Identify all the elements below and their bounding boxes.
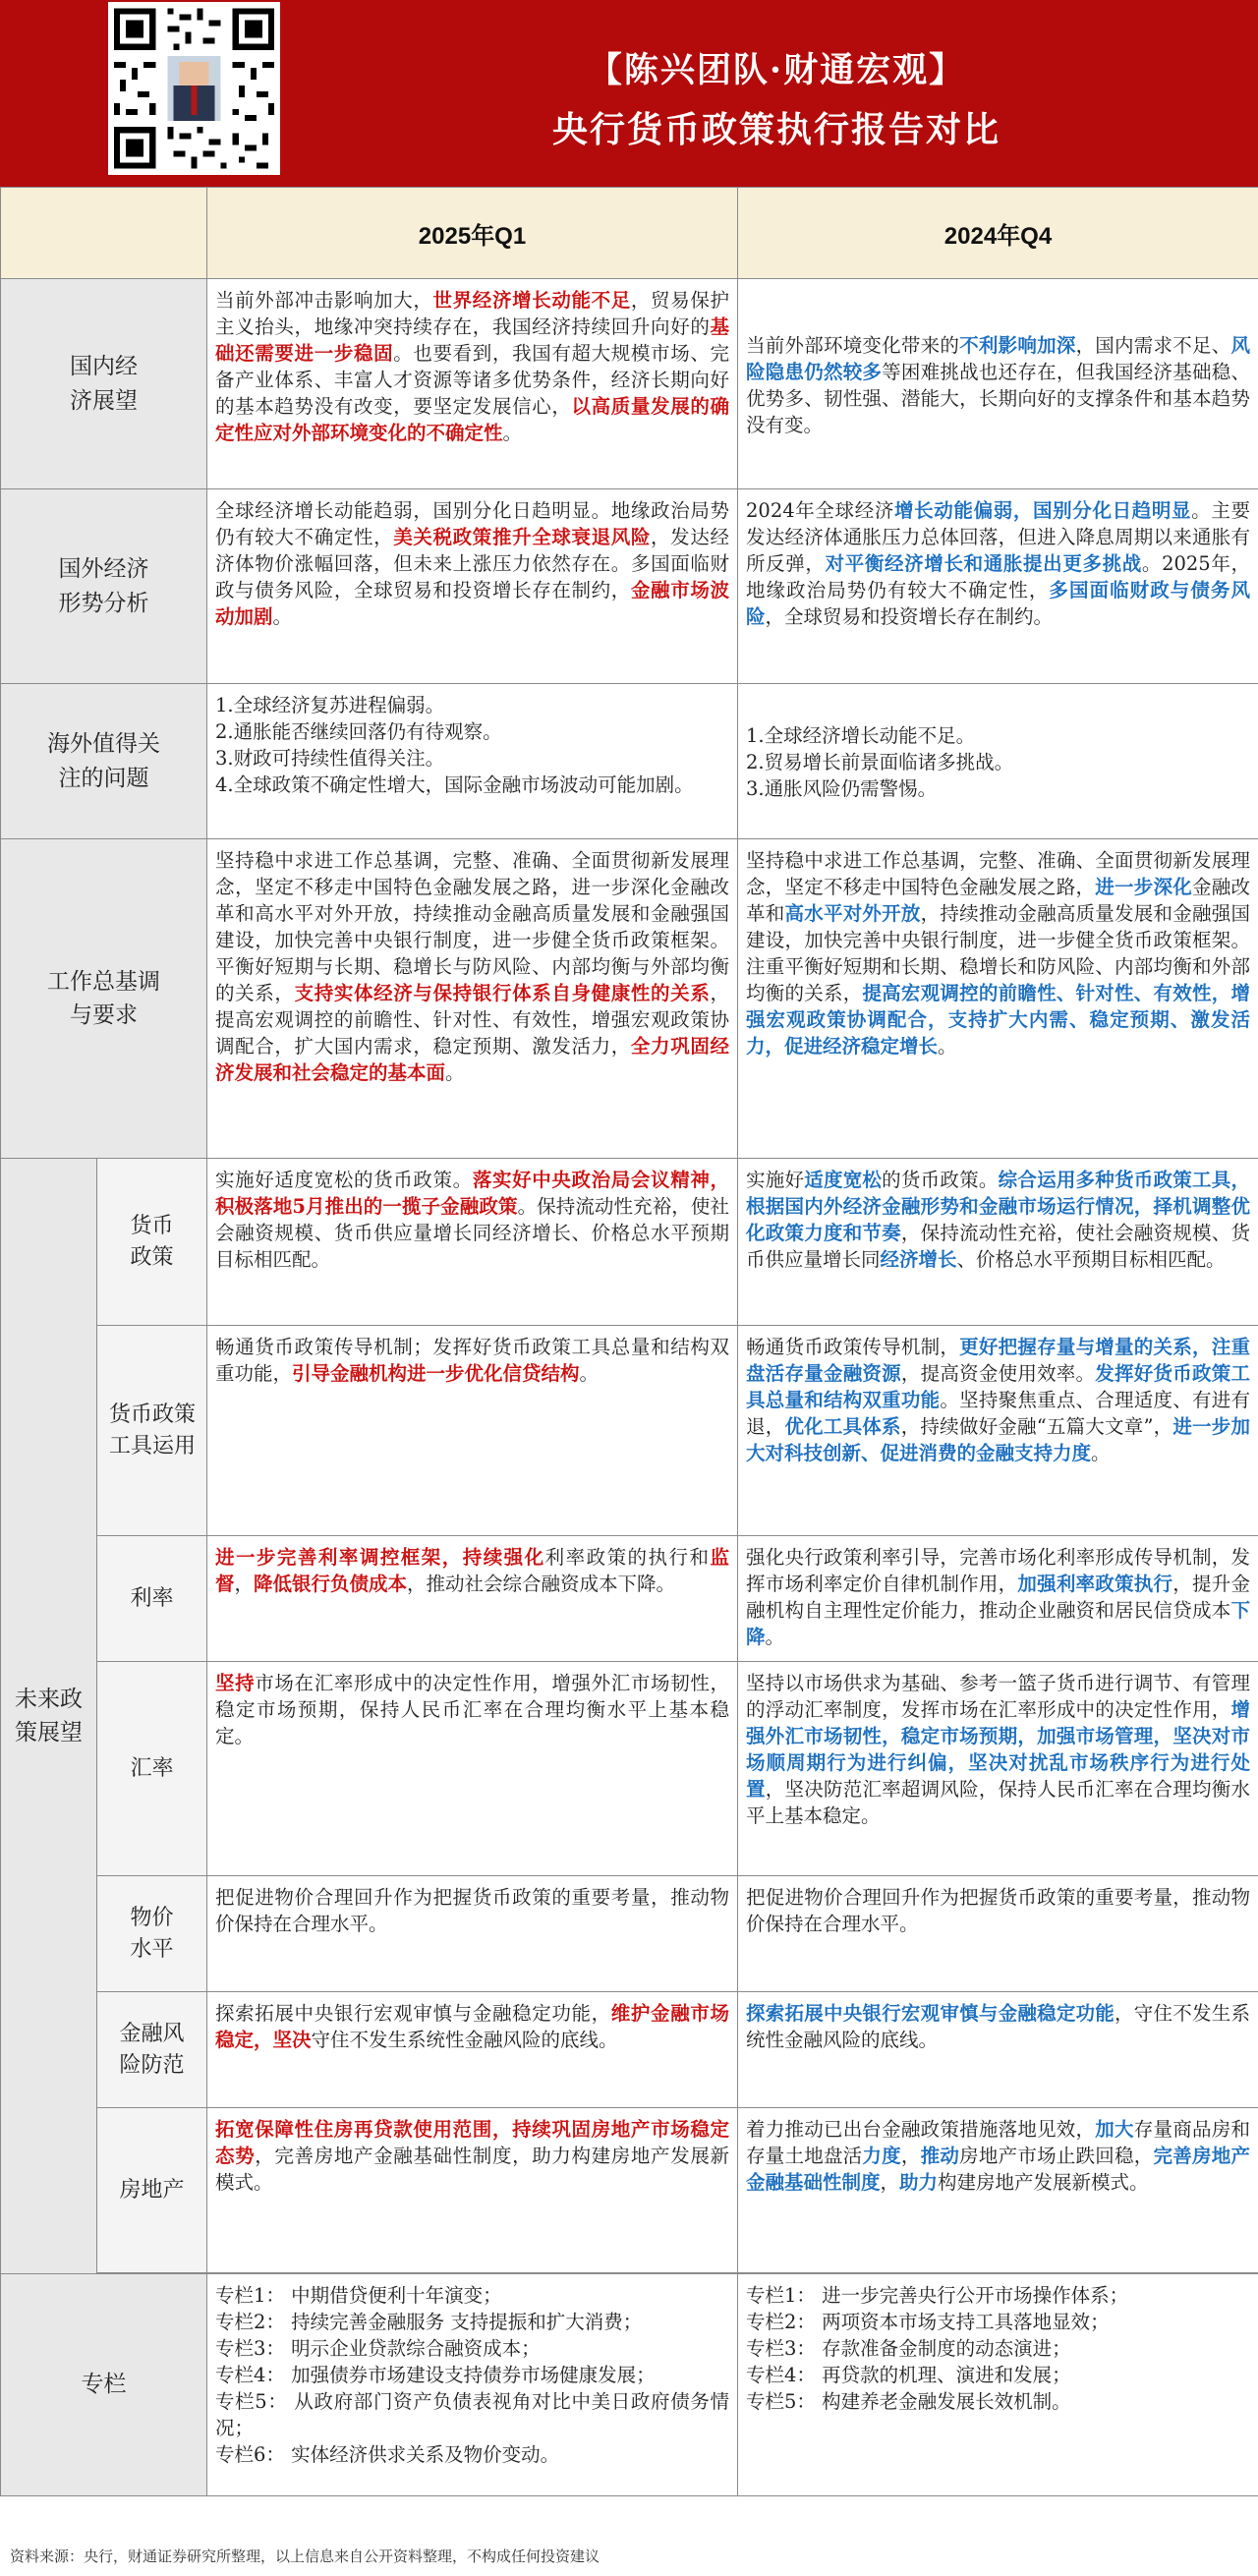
row-label-text: 专栏 [81,2372,127,2398]
highlight-red-text: 以高质量发展的确定性应对外部环境变化的不确定性 [215,395,729,444]
table-row [1,1326,1258,1536]
cell-text: 2.通胀能否继续回落仍有待观察。 [215,720,502,743]
cell-text: ， [880,2171,900,2194]
header-corner [1,188,207,279]
cell-text: 着力推动已出台金融政策措施落地见效， [746,2118,1096,2141]
cell-text: 把促进物价合理回升作为把握货币政策的重要考量，推动物价保持在合理水平。 [215,1886,729,1935]
cell-foreign-q4 [738,489,1258,684]
cell-text: 专栏1： 中期借贷便利十年演变； [215,2284,502,2307]
cell-text: 守住不发生系统性金融风险的底线。 [311,2029,618,2051]
cell-fx-q4 [738,1662,1258,1876]
cell-text: 专栏3： 存款准备金制度的动态演进； [746,2337,1071,2360]
column-header-q1: 2025年Q1 [207,188,738,279]
sub-label-text: 金融风险防范 [119,2021,185,2078]
sub-label-fx [97,1662,207,1876]
highlight-blue-text: 对平衡经济增长和通胀提出更多挑战 [825,552,1142,575]
highlight-blue-text: 力度 [862,2145,901,2167]
cell-text: ，提高宏观调控的前瞻性、针对性、有效性，增强宏观政策协调配合，扩大国内需求，稳定预期、激发活力， [215,982,729,1058]
highlight-blue-text: 助力 [899,2171,939,2194]
cell-text: 实施好适度宽松的货币政策。 [215,1169,473,1191]
cell-text: ，国内需求不足、 [1075,333,1231,357]
sub-label-tools [97,1326,207,1536]
cell-text: 专栏5： 从政府部门资产负债表视角对比中美日政府债务情况； [215,2390,729,2439]
highlight-blue-text: 经济增长 [880,1248,957,1271]
highlight-red-text: 引导金融机构进一步优化信贷结构 [292,1362,580,1385]
cell-domestic-q1 [207,279,738,489]
table-row [1,1159,1258,1326]
highlight-blue-text: 增长动能偏弱，国别分化日趋明显 [894,499,1192,522]
cell-text: 坚持以市场供求为基础、参考一篮子货币进行调节、有管理的浮动汇率制度，发挥市场在汇率形成中的决定性作用， [746,1672,1250,1721]
highlight-red-text: 全力巩固经济发展和社会稳定的基本面 [215,1035,729,1084]
cell-text: ，持续做好金融“五篇大文章”， [900,1415,1173,1438]
cell-text: 存量商品房和存量土地盘活 [746,2118,1250,2167]
highlight-red-text: 世界经济增长动能不足 [432,289,631,312]
cell-text: 把促进物价合理回升作为把握货币政策的重要考量，推动物价保持在合理水平。 [746,1886,1250,1935]
cell-text: 专栏3： 明示企业贷款综合融资成本； [215,2337,541,2360]
cell-text: 。 [445,1061,465,1084]
cell-text: ，提升金融机构自主理性定价能力，推动企业融资和居民信贷成本 [746,1573,1250,1622]
cell-text: 1.全球经济增长动能不足。 [746,724,976,747]
highlight-blue-text: 提高宏观调控的前瞻性、针对性、有效性，增强宏观政策协调配合，支持扩大内需、稳定预期、激发活力，促进经济稳定增长 [746,982,1250,1058]
cell-tools-q4 [738,1326,1258,1536]
row-label-text: 国外经济形势分析 [58,556,149,616]
cell-text: 探索拓展中央银行宏观审慎与金融稳定功能， [215,2002,611,2025]
highlight-blue-text: 综合运用多种货币政策工具，根据国内外经济金融形势和金融市场运行情况，择机调整优化政策力度和节奏 [746,1169,1250,1244]
cell-text: 。 [938,1035,957,1058]
cell-text: 专栏5： 构建养老金融发展长效机制。 [746,2390,1071,2413]
highlight-red-text: 进一步完善利率调控框架，持续强化 [215,1546,545,1569]
cell-text: 市场在汇率形成中的决定性作用，增强外汇市场韧性，稳定市场预期，保持人民币汇率在合理均衡水平上基本稳定。 [215,1672,729,1747]
cell-price-q1 [207,1876,738,1992]
source-footer: 资料来源：央行，财通证券研究所整理，以上信息来自公开资料整理，不构成任何投资建议 [10,2547,600,2565]
cell-monetary-q1 [207,1159,738,1326]
table-row [1,684,1258,839]
cell-text: 当前外部环境变化带来的 [746,333,960,357]
highlight-blue-text: 下降 [746,1599,1250,1648]
highlight-red-text: 落实好中央政治局会议精神，积极落地5月推出的一揽子金融政策 [215,1169,729,1218]
highlight-blue-text: 完善房地产金融基础性制度 [746,2145,1250,2194]
cell-text: 。 [1091,1442,1111,1464]
cell-text: 专栏4： 再贷款的机理、演进和发展； [746,2364,1071,2386]
cell-text: 4.全球政策不确定性增大，国际金融市场波动可能加剧。 [215,773,694,796]
highlight-red-text: 维护金融市场稳定，坚决 [215,2002,729,2051]
column-header-q4: 2024年Q4 [738,188,1258,279]
row-label-text: 工作总基调与要求 [47,968,160,1028]
table-row [1,2274,1258,2496]
cell-text: 畅通货币政策传导机制， [746,1336,960,1358]
sub-label-text: 房地产 [119,2177,185,2203]
highlight-blue-text: 高水平对外开放 [784,902,921,925]
highlight-blue-text: 增强外汇市场韧性，稳定市场预期，加强市场管理，坚决对市场顺周期行为进行纠偏，坚决对扰乱市场秩序行为进行处置 [746,1698,1250,1801]
cell-text: 。 [272,605,293,628]
cell-text: 。 [502,422,523,444]
highlight-red-text: 美关税政策推升全球衰退风险 [393,526,652,548]
cell-work-q1 [207,839,738,1159]
sub-label-rate [97,1536,207,1662]
cell-text: 。保持流动性充裕，使社会融资规模、货币供应量增长同经济增长、价格总水平预期目标相匹配。 [215,1195,729,1271]
cell-text: ，贸易保护主义抬头，地缘冲突持续存在，我国经济持续回升向好的 [215,289,729,338]
highlight-red-text: 坚持 [215,1672,256,1694]
table-row [1,1662,1258,1876]
cell-text: ，守住不发生系统性金融风险的底线。 [746,2002,1250,2051]
highlight-red-text: 监督 [215,1546,729,1595]
row-label-text: 国内经济展望 [70,354,138,414]
cell-text: ， [900,2145,921,2167]
cell-realestate-q1 [207,2108,738,2273]
highlight-blue-text: 加大 [1095,2118,1134,2141]
highlight-red-text: 降低银行负债成本 [254,1573,408,1595]
row-label-work [1,839,207,1159]
cell-realestate-q4 [738,2108,1258,2273]
cell-text: 。主要发达经济体通胀压力总体回落，但进入降息周期以来通胀有所反弹， [746,499,1250,575]
cell-text: ，持续推动金融高质量发展和金融强国建设，加快完善中央银行制度，进一步健全货币政策框架。注重平衡好短期和长期、稳增长和防风险、内部均衡和外部均衡的关系， [746,902,1250,1004]
cell-text: 。2025年，地缘政治局势仍有较大不确定性， [746,552,1250,601]
qr-code-icon [108,2,280,175]
cell-monetary-q4 [738,1159,1258,1326]
table-row [1,279,1258,489]
row-label-foreign [1,489,207,684]
cell-text: ，保持流动性充裕，使社会融资规模、货币供应量增长同 [746,1222,1250,1271]
report-title: 央行货币政策执行报告对比 [551,109,1001,150]
cell-text: ，推动社会综合融资成本下降。 [407,1573,676,1595]
cell-text: 专栏6： 实体经济供求关系及物价变动。 [215,2443,560,2466]
cell-text: 专栏2： 持续完善金融服务 支持提振和扩大消费； [215,2311,643,2333]
highlight-blue-text: 发挥好货币政策工具总量和结构双重功能 [746,1362,1250,1411]
cell-domestic-q4 [738,279,1258,489]
cell-text: 全球经济增长动能趋弱，国别分化日趋明显。地缘政治局势仍有较大不确定性， [215,499,729,548]
cell-columns-q1 [207,2274,738,2496]
highlight-red-text: 拓宽保障性住房再贷款使用范围，持续巩固房地产市场稳定态势 [215,2118,729,2167]
table-row [1,1876,1258,1992]
table-header-row [1,188,1258,279]
cell-text: 金融改革和 [746,876,1250,925]
row-label-text: 未来政策展望 [15,1686,83,1746]
sub-label-risk [97,1992,207,2108]
cell-text: 。也要看到，我国有超大规模市场、完备产业体系、丰富人才资源等诸多优势条件，经济长期向好的基本趋势没有改变，要坚定发展信心， [215,342,729,418]
cell-text: 1.全球经济复苏进程偏弱。 [215,694,445,716]
sub-label-text: 汇率 [130,1755,174,1781]
cell-text: 专栏4： 加强债券市场建设支持债券市场健康发展； [215,2364,656,2386]
cell-risk-q4 [738,1992,1258,2108]
sub-label-text: 物价水平 [130,1905,174,1962]
cell-text: 坚持稳中求进工作总基调，完整、准确、全面贯彻新发展理念，坚定不移走中国特色金融发展之路，进一步深化金融改革和高水平对外开放，持续推动金融高质量发展和金融强国建设，加快完善中央银行制度，进一步健全货币政策框架。平衡好短期与长期、稳增长与防风险、内部均衡与外部均衡的关系， [215,849,729,1004]
highlight-blue-text: 不利影响加深 [959,333,1076,357]
cell-text: 3.通胀风险仍需警惕。 [746,777,938,800]
cell-risk-q1 [207,1992,738,2108]
highlight-blue-text: 优化工具体系 [784,1415,901,1438]
cell-rate-q1 [207,1536,738,1662]
cell-text: 。坚持聚焦重点、合理适度、有进有退， [746,1389,1250,1438]
comparison-table [0,187,1258,2496]
cell-text: ，发达经济体物价涨幅回落，但未来上涨压力依然存在。多国面临财政与债务风险，全球贸易和投资增长存在制约， [215,526,729,601]
cell-rate-q4 [738,1536,1258,1662]
cell-text: 2024年全球经济 [746,499,894,522]
row-label-domestic [1,279,207,489]
cell-work-q4 [738,839,1258,1159]
cell-text: 专栏2： 两项资本市场支持工具落地显效； [746,2311,1110,2333]
cell-text: 等困难挑战也还存在，但我国经济基础稳、优势多、韧性强、潜能大，长期向好的支撑条件和基本趋势没有变。 [746,360,1250,436]
row-label-text: 海外值得关注的问题 [47,731,160,791]
table-row [1,489,1258,684]
table-row [1,2108,1258,2273]
cell-text: 强化央行政策利率引导，完善市场化利率形成传导机制，发挥市场利率定价自律机制作用， [746,1546,1250,1595]
table-row [1,1536,1258,1662]
cell-price-q4 [738,1876,1258,1992]
highlight-blue-text: 风险隐患仍然较多 [746,333,1250,383]
highlight-blue-text: 进一步加大对科技创新、促进消费的金融支持力度 [746,1415,1250,1464]
highlight-red-text: 支持实体经济与保持银行体系自身健康性的关系 [294,982,711,1004]
highlight-blue-text: 进一步深化 [1095,876,1192,898]
highlight-blue-text: 加强利率政策执行 [1017,1573,1173,1595]
cell-text: ， [234,1573,255,1595]
sub-label-price [97,1876,207,1992]
cell-text: 当前外部冲击影响加大， [215,289,433,312]
table-row [1,839,1258,1159]
highlight-blue-text: 更好把握存量与增量的关系，注重盘活存量金融资源 [746,1336,1250,1385]
highlight-blue-text: 适度宽松 [804,1169,883,1191]
sub-label-monetary [97,1159,207,1326]
cell-text: 专栏1： 进一步完善央行公开市场操作体系； [746,2284,1129,2307]
cell-text: 畅通货币政策传导机制；发挥好货币政策工具总量和结构双重功能， [215,1336,729,1385]
cell-text: 房地产市场止跌回稳， [959,2145,1154,2167]
cell-foreign-q1 [207,489,738,684]
cell-fx-q1 [207,1662,738,1876]
cell-columns-q4 [738,2274,1258,2496]
cell-text: ，完善房地产金融基础性制度，助力构建房地产发展新模式。 [215,2145,729,2194]
sub-label-realestate [97,2108,207,2273]
cell-text: 构建房地产发展新模式。 [938,2171,1149,2194]
cell-text: ，提高资金使用效率。 [900,1362,1096,1385]
row-label-columns [1,2274,207,2496]
cell-text: 。 [579,1362,600,1385]
sub-label-text: 货币政策工具运用 [108,1402,196,1459]
highlight-blue-text: 多国面临财政与债务风险 [746,579,1250,628]
cell-text: 实施好 [746,1169,805,1191]
cell-overseas-q1 [207,684,738,839]
cell-text: 3.财政可持续性值得关注。 [215,747,445,770]
cell-text: 2.贸易增长前景面临诸多挑战。 [746,751,1014,773]
cell-text: 。 [765,1626,785,1648]
cell-overseas-q4 [738,684,1258,839]
row-label-overseas [1,684,207,839]
cell-text: ，全球贸易和投资增长存在制约。 [765,605,1054,628]
highlight-red-text: 基础还需要进一步稳固 [215,315,729,365]
cell-tools-q1 [207,1326,738,1536]
highlight-red-text: 金融市场波动加剧 [215,579,729,628]
cell-text: 、价格总水平预期目标相匹配。 [956,1248,1226,1271]
table-row [1,1992,1258,2108]
report-header [0,0,1258,187]
cell-text: 坚持稳中求进工作总基调，完整、准确、全面贯彻新发展理念，坚定不移走中国特色金融发展之路， [746,849,1250,898]
sub-label-text: 利率 [130,1585,174,1611]
highlight-blue-text: 推动 [920,2145,960,2167]
cell-text: 的货币政策。 [882,1169,999,1191]
highlight-blue-text: 探索拓展中央银行宏观审慎与金融稳定功能 [746,2002,1115,2025]
cell-text: ，坚决防范汇率超调风险，保持人民币汇率在合理均衡水平上基本稳定。 [746,1778,1250,1827]
cell-text: 利率政策的执行和 [544,1546,711,1569]
row-label-future [1,1159,97,2274]
report-series-title: 【陈兴团队·财通宏观】 [587,50,966,90]
sub-label-text: 货币政策 [130,1213,174,1270]
